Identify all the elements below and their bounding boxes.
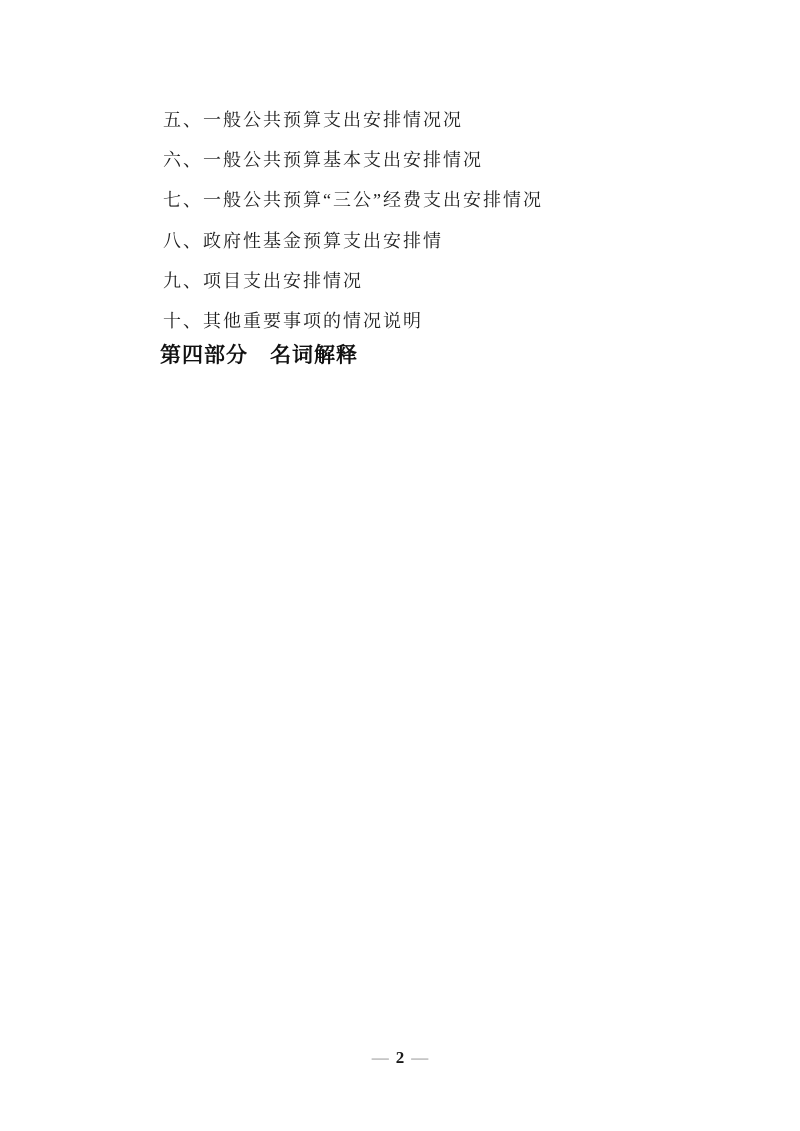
toc-item-5: 五、一般公共预算支出安排情况况 [163,110,463,130]
toc-item-8: 八、政府性基金预算支出安排情 [163,231,443,251]
toc-item-7: 七、一般公共预算“三公”经费支出安排情况 [163,190,543,210]
section-heading: 第四部分 名词解释 [160,344,358,367]
page-footer [0,1049,800,1067]
toc-item-10: 十、其他重要事项的情况说明 [163,311,423,331]
toc-item-6: 六、一般公共预算基本支出安排情况 [163,150,483,170]
footer-dash-right: — [411,1048,429,1067]
page-number: 2 [395,1048,405,1067]
toc-item-9: 九、项目支出安排情况 [163,271,363,291]
footer-dash-left: — [371,1048,389,1067]
